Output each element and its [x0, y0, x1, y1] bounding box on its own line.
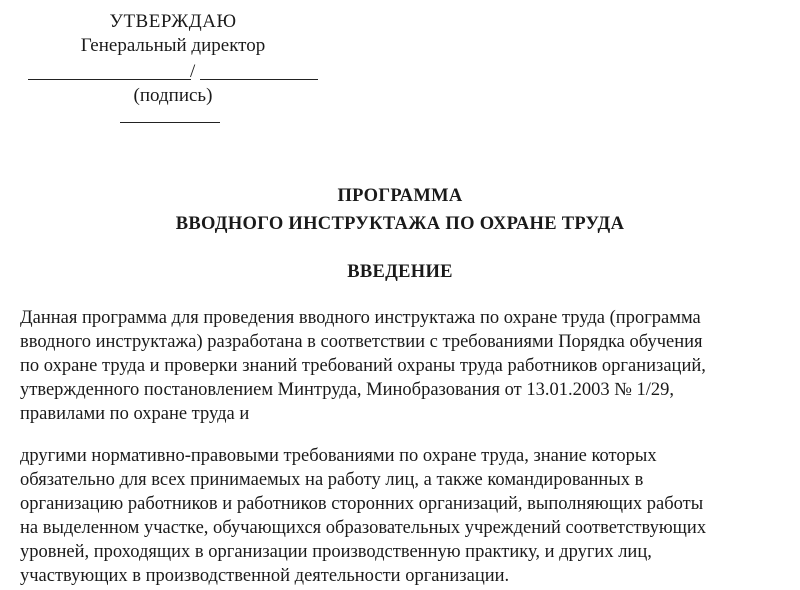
signature-blank-right: [200, 79, 318, 80]
date-blank-line: [120, 122, 220, 123]
paragraph-scope: [20, 444, 780, 588]
approval-position: Генеральный директор: [80, 35, 266, 56]
paragraph-line: организацию работников и работников сторонних организаций, выполняющих работы: [20, 494, 704, 514]
document-title: ПРОГРАММА: [337, 186, 463, 206]
paragraph-line: участвующих в производственной деятельности организации.: [20, 566, 510, 586]
approval-title: УТВЕРЖДАЮ: [109, 11, 237, 32]
approval-block: [28, 10, 318, 108]
paragraph-line: на выделенном участке, обучающихся образовательных учреждений соответствующих: [20, 518, 707, 538]
signature-slash: /: [190, 61, 196, 82]
paragraph-line: другими нормативно-правовыми требованиями по охране труда, знание которых: [20, 446, 657, 466]
paragraph-line: по охране труда и проверки знаний требований охраны труда работников организаций,: [20, 356, 706, 376]
signature-line: [28, 60, 318, 84]
paragraph-line: обязательно для всех принимаемых на работу лиц, а также командированных в: [20, 470, 644, 490]
paragraph-line: Данная программа для проведения вводного инструктажа по охране труда (программа: [20, 308, 701, 328]
paragraph-intro: [20, 306, 780, 426]
document-subtitle: ВВОДНОГО ИНСТРУКТАЖА ПО ОХРАНЕ ТРУДА: [175, 214, 625, 234]
paragraph-line: правилами по охране труда и: [20, 404, 250, 424]
signature-blank-left: [28, 79, 191, 80]
signature-caption: (подпись): [133, 85, 213, 106]
paragraph-line: уровней, проходящих в организации производственную практику, и других лиц,: [20, 542, 652, 562]
section-heading: ВВЕДЕНИЕ: [347, 262, 453, 282]
paragraph-line: утвержденного постановлением Минтруда, Минобразования от 13.01.2003 № 1/29,: [20, 380, 675, 400]
paragraph-line: вводного инструктажа) разработана в соответствии с требованиями Порядка обучения: [20, 332, 703, 352]
